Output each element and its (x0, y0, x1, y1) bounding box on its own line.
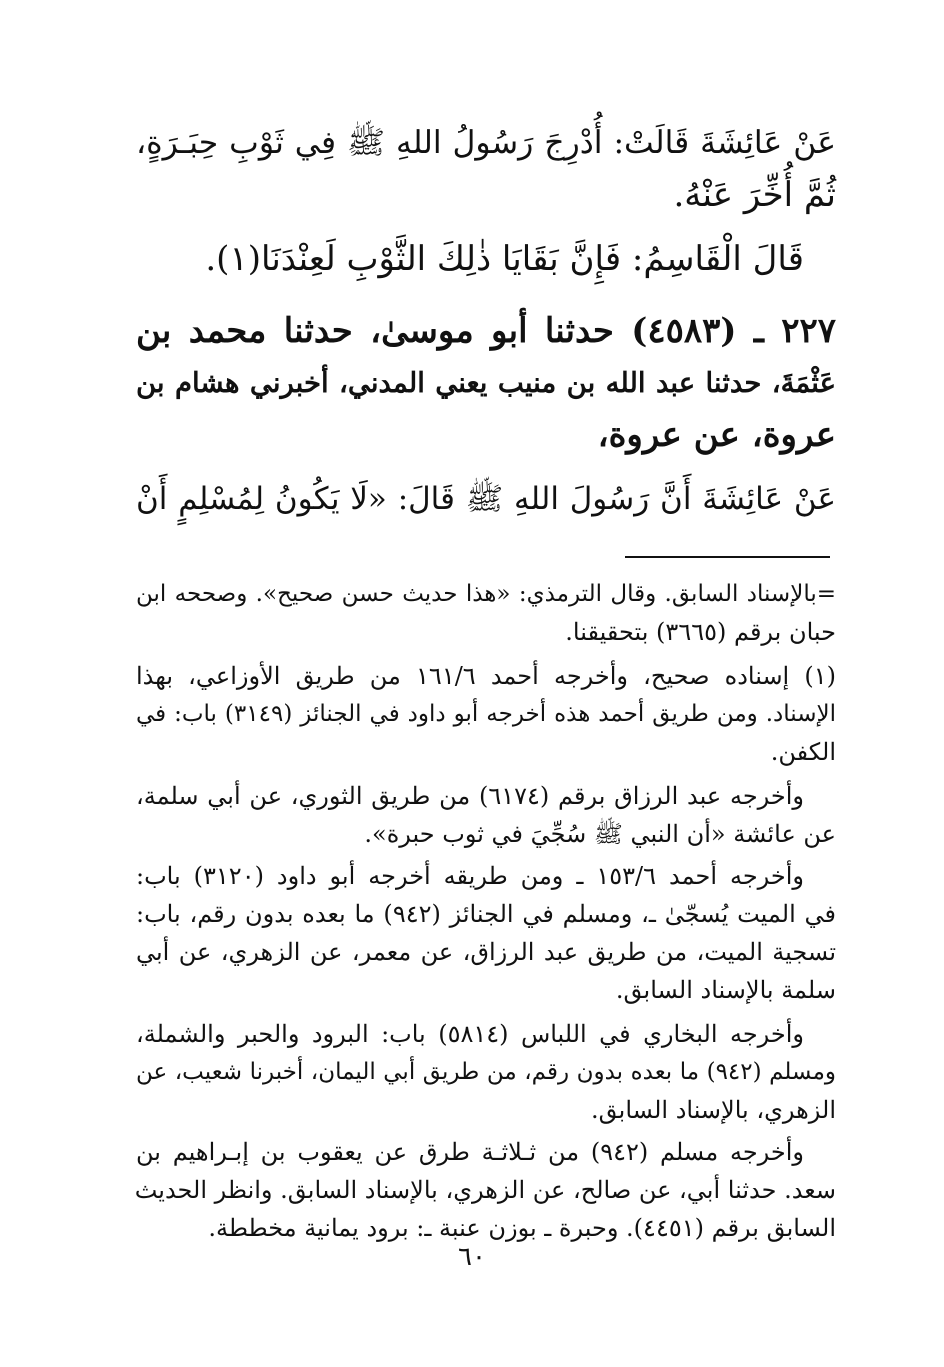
footnote-line: (١) إسناده صحيح، وأخرجه أحمد ١٦١/٦ من طريق الأوزاعي، بهذا (136, 662, 836, 690)
main-line: عَنْ عَائِشَةَ أَنَّ رَسُولَ اللهِ ﷺ قَالَ: «لَا يَكُونُ لِمُسْلِمٍ أَنْ (136, 481, 836, 517)
footnote-line: الكفن. (770, 738, 836, 766)
main-line: عروة، عن عروة، (597, 415, 836, 455)
hadith-number-line: ٢٢٧ ـ (٤٥٨٣) حدثنا أبو موسىٰ، حدثنا محمد بن (136, 311, 836, 351)
main-line: عَثْمَةَ، حدثنا عبد الله بن منيب يعني المدني، أخبرني هشام بن (136, 367, 836, 399)
footnote-line: الزهري، بالإسناد السابق. (591, 1096, 836, 1124)
footnote-line: وأخرجه مسلم (٩٤٢) من ثـلاثـة طرق عن يعقوب بن إبـراهيم بن (136, 1138, 805, 1166)
page-number: ٦٠ (458, 1242, 486, 1272)
footnote-line: سلمة بالإسناد السابق. (615, 976, 836, 1004)
footnote-line: عن عائشة «أن النبي ﷺ سُجِّيَ في ثوب حبرة». (364, 820, 836, 848)
footnote-line: =بالإسناد السابق. وقال الترمذي: «هذا حديث حسن صحيح». وصححه ابن (136, 581, 836, 607)
main-line: عَنْ عَائِشَةَ قَالَتْ: أُدْرِجَ رَسُولُ اللهِ ﷺ فِي ثَوْبِ حِبَـرَةٍ، (136, 125, 836, 161)
footnote-line: السابق برقم (٤٤٥١). وحبرة ـ بوزن عنبة ـ: برود يمانية مخططة. (208, 1214, 836, 1242)
footnote-line: ومسلم (٩٤٢) ما بعده بدون رقم، من طريق أبي اليمان، أخبرنا شعيب، عن (136, 1059, 836, 1085)
main-line: ثُمَّ أُخِّرَ عَنْهُ. (673, 175, 836, 215)
footnote-line: في الميت يُسجّىٰ ـ، ومسلم في الجنائز (٩٤٢) ما بعده بدون رقم، باب: (136, 900, 837, 928)
footnote-line: وأخرجه أحمد ١٥٣/٦ ـ ومن طريقه أخرجه أبو داود (٣١٢٠) باب: (136, 862, 804, 890)
main-line: قَالَ الْقَاسِمُ: فَإِنَّ بَقَايَا ذٰلِكَ الثَّوْبِ لَعِنْدَنَا(١). (205, 239, 804, 279)
footnote-line: وأخرجه البخاري في اللباس (٥٨١٤) باب: البرود والحبر والشملة، (136, 1020, 804, 1048)
footnote-line: تسجية الميت، من طريق عبد الرزاق، عن معمر، عن الزهري، عن أبي (136, 938, 836, 966)
footnote-line: حبان برقم (٣٦٦٥) بتحقيقنا. (565, 618, 836, 646)
footnote-separator (625, 556, 830, 558)
footnote-line: الإسناد. ومن طريق أحمد هذه أخرجه أبو داود في الجنائز (٣١٤٩) باب: في (136, 701, 837, 727)
footnote-line: وأخرجه عبد الرزاق برقم (٦١٧٤) من طريق الثوري، عن أبي سلمة، (136, 782, 804, 810)
footnote-line: سعد. حدثنا أبي، عن صالح، عن الزهري، بالإسناد السابق. وانظر الحديث (134, 1176, 836, 1204)
